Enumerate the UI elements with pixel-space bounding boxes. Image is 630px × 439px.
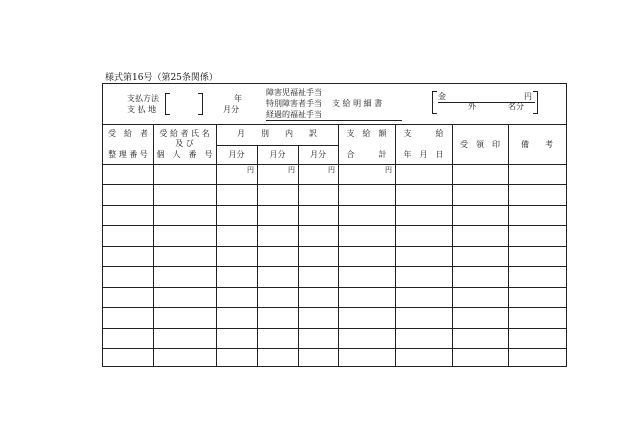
row-divider [103, 266, 566, 267]
name-header-mid: 及 び [175, 139, 194, 148]
column-divider [216, 124, 217, 366]
allowance-disabled-child: 障害児福祉手当 [266, 88, 322, 97]
column-divider [338, 124, 339, 366]
seal-header: 受 領 印 [460, 140, 500, 149]
row-divider [103, 246, 566, 247]
allowance-special-disabled: 特別障害者手当 [266, 99, 322, 108]
yen-unit-total: 円 [385, 166, 392, 174]
yen-unit-month-2: 円 [288, 166, 295, 174]
month-sub-header-1: 月分 [228, 150, 245, 159]
row-divider [103, 164, 566, 165]
column-divider [508, 124, 509, 366]
amount-prefix: 金 [438, 92, 446, 101]
year-label: 年 [234, 94, 242, 103]
form-header [103, 84, 566, 125]
row-divider [103, 225, 566, 226]
recipient-number-header-top: 受 給 者 [108, 129, 148, 138]
persons-suffix: 名分 [508, 102, 524, 111]
others-prefix: 外 [468, 102, 476, 111]
form-title: 支 給 明 細 書 [332, 99, 383, 108]
total-header-top: 支 給 額 [346, 129, 387, 138]
column-divider [452, 124, 453, 366]
column-divider [395, 124, 396, 366]
title-underline [266, 120, 402, 121]
yen-unit-month-1: 円 [247, 166, 254, 174]
yen-unit-month-3: 円 [328, 166, 335, 174]
column-divider [153, 124, 154, 366]
month-sub-header-2: 月分 [269, 150, 286, 159]
row-divider [103, 184, 566, 185]
row-divider [103, 348, 566, 349]
row-divider [103, 307, 566, 308]
row-divider [103, 205, 566, 206]
monthly-subheader-line [216, 145, 338, 146]
row-divider [103, 287, 566, 288]
payment-place-label: 支 払 地 [127, 105, 157, 114]
month-portion-label: 月分 [223, 105, 239, 114]
form-number-label: 様式第16号（第25条関係） [105, 73, 218, 83]
allowance-transitional: 経過的福祉手当 [266, 110, 322, 119]
name-header-bottom: 個 人 番 号 [156, 150, 213, 159]
payment-bracket-right [198, 93, 203, 115]
row-divider [103, 328, 566, 329]
month-sub-header-3: 月分 [310, 150, 326, 159]
column-divider [298, 145, 299, 366]
payment-date-header-bottom: 年 月 日 [403, 150, 444, 159]
amount-yen: 円 [524, 92, 532, 101]
amount-bracket-right [533, 91, 538, 114]
total-header-bottom: 合 計 [346, 150, 387, 159]
amount-bracket-left [432, 91, 437, 114]
monthly-breakdown-header: 月 別 内 訳 [237, 129, 317, 138]
payment-detail-form [102, 83, 567, 367]
payment-date-header-top: 支 給 [403, 129, 444, 138]
payment-method-label: 支払方法 [127, 94, 159, 103]
name-header-top: 受 給 者 氏 名 [159, 129, 210, 138]
remarks-header: 備 考 [521, 140, 553, 149]
payment-bracket-left [165, 93, 170, 115]
recipient-number-header-bottom: 整 理 番 号 [108, 150, 148, 159]
column-divider [257, 145, 258, 366]
